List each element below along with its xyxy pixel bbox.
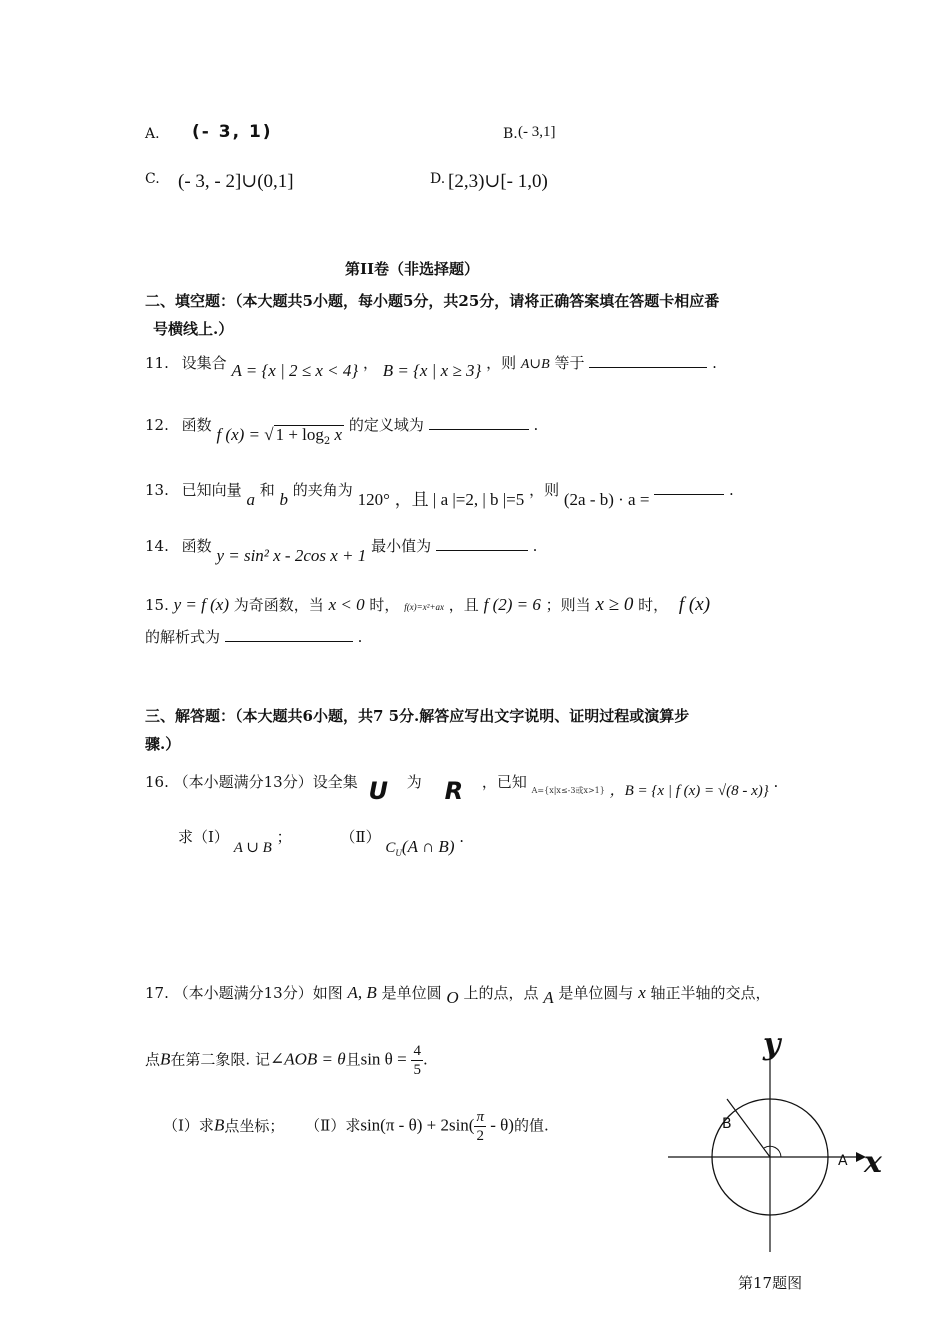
- q12-post: 的定义域为: [348, 416, 424, 434]
- q16-ask1-expr: A ∪ B: [233, 840, 272, 856]
- section2-heading: 二、填空题：（本大题共5小题，每小题5分，共25分，请将正确答案填在答题卡相应番: [145, 292, 720, 310]
- question-14: [145, 535, 538, 565]
- q11-mid: ，则: [486, 354, 517, 372]
- q15-func: y = f (x): [173, 595, 229, 614]
- q15-t3: ，且: [448, 596, 479, 614]
- q14-answer-blank[interactable]: [436, 536, 528, 551]
- q17-l2-pre: 点: [145, 1050, 161, 1069]
- question-12: [145, 414, 539, 447]
- option-d-label: D.: [430, 171, 446, 187]
- fig-a-label: A: [838, 1153, 848, 1169]
- q11-end: .: [712, 354, 717, 372]
- ray-ob: [727, 1099, 770, 1157]
- q17-sin: sin θ =: [360, 1049, 407, 1069]
- q12-pre: 函数: [181, 416, 212, 434]
- q12-number: 12.: [145, 416, 169, 434]
- q17-p2-expr2: - θ): [485, 1115, 514, 1135]
- question-11: [145, 352, 717, 380]
- question-17: [145, 982, 771, 1007]
- q17-p2-expr1: sin(π - θ) + 2sin(: [360, 1115, 475, 1135]
- q15-t2: 时，: [369, 596, 400, 614]
- q13-answer-blank[interactable]: [654, 480, 724, 495]
- q17-p2: （Ⅱ）求: [305, 1116, 361, 1135]
- q16-ask2-rest: (A ∩ B): [401, 837, 455, 856]
- q15-end: .: [357, 628, 363, 646]
- option-d-value: [2,3)∪[- 1,0): [448, 171, 548, 192]
- q16-is: 为: [406, 773, 422, 791]
- unit-circle-figure: [660, 1020, 900, 1260]
- q16-known: ，已知: [481, 773, 527, 791]
- q15-t4: ；则当: [545, 596, 591, 614]
- q16-ask2-end: .: [459, 828, 465, 846]
- option-c-value: (- 3, - 2]∪(0,1]: [178, 171, 294, 192]
- q13-then: ，则: [529, 481, 560, 499]
- q16-semicolon: ；: [276, 828, 292, 846]
- question-17-parts: [163, 1108, 549, 1145]
- q13-number: 13.: [145, 481, 169, 499]
- q13-condition: ，且 | a |=2, | b |=5: [394, 490, 525, 509]
- q15-fx: f (x): [678, 594, 711, 615]
- section3-heading-cont: 骤.）: [145, 735, 181, 753]
- q11-set-a: A = {x | 2 ≤ x < 4}: [231, 361, 359, 380]
- q17-x: x: [638, 983, 646, 1002]
- q12-sqrt: [264, 425, 349, 447]
- q14-expression: y = sin² x - 2cos x + 1: [216, 546, 367, 565]
- q16-real-r: R: [444, 777, 464, 805]
- q12-var: x: [330, 425, 343, 444]
- q15-line2: 的解析式为: [145, 628, 221, 646]
- q14-end: .: [532, 537, 538, 555]
- question-13: [145, 475, 734, 509]
- q16-intro: （本小题满分13分）设全集: [173, 773, 358, 791]
- q17-fraction: [411, 1042, 423, 1079]
- q17-pi: π: [476, 1109, 484, 1125]
- q13-expression: (2a - b) · a =: [563, 490, 650, 509]
- question-15-line2: [145, 626, 362, 647]
- q13-angle: 120°: [357, 490, 390, 509]
- q11-answer-blank[interactable]: [589, 353, 707, 368]
- q17-p2-end: 的值.: [513, 1116, 549, 1135]
- q17-angle: ∠AOB = θ: [269, 1049, 346, 1069]
- q16-universal-u: U: [368, 777, 389, 805]
- q17-frac-num: 4: [413, 1043, 421, 1059]
- q17-p1-b: B: [213, 1115, 225, 1135]
- q17-two: 2: [476, 1128, 484, 1144]
- q14-number: 14.: [145, 537, 169, 555]
- option-a-label: A.: [145, 126, 160, 142]
- q17-l2-t1: 在第二象限. 记: [170, 1050, 270, 1069]
- q17-t4: 轴正半轴的交点，: [650, 984, 771, 1002]
- q16-complement: C: [385, 840, 396, 856]
- q17-intro: （本小题满分13分）如图: [173, 984, 343, 1002]
- q11-pre: 设集合: [181, 354, 227, 372]
- question-16-asks: [178, 826, 465, 858]
- q15-cond3: x ≥ 0: [595, 594, 634, 615]
- q15-answer-blank[interactable]: [225, 627, 353, 642]
- q16-ask2-label: （Ⅱ）: [340, 828, 381, 846]
- q16-ask1-label: 求（Ⅰ）: [178, 828, 229, 846]
- q12-sqrt-body: 1 + log: [275, 425, 324, 444]
- option-c-label: C.: [145, 171, 160, 187]
- q17-points: A, B: [347, 983, 377, 1002]
- sqrt-icon: √: [264, 425, 274, 444]
- q16-set-b: ，B = {x | f (x) = √(8 - x)}: [609, 783, 769, 799]
- q17-p1: （Ⅰ）求: [163, 1116, 214, 1135]
- q12-end: .: [533, 416, 539, 434]
- q12-log-base: 2: [323, 436, 331, 447]
- q16-number: 16.: [145, 773, 169, 791]
- q15-t1: 为奇函数，当: [233, 596, 324, 614]
- volume-title: 第II卷（非选择题）: [345, 260, 480, 278]
- q11-set-b: B = {x | x ≥ 3}: [382, 361, 482, 380]
- q15-number: 15.: [145, 596, 169, 614]
- q13-and: 和: [259, 481, 275, 499]
- option-b-label: B.: [503, 126, 518, 142]
- q17-l2-end: .: [422, 1050, 428, 1069]
- q11-number: 11.: [145, 354, 169, 372]
- q16-complement-sub: U: [395, 848, 402, 858]
- option-b-value: (- 3,1]: [518, 124, 556, 140]
- q15-cond2: f (2) = 6: [483, 595, 541, 614]
- section2-heading-cont: 号横线上.）: [153, 320, 234, 338]
- q14-pre: 函数: [181, 537, 212, 555]
- q13-pre: 已知向量: [181, 481, 242, 499]
- fig-b-label: B: [722, 1116, 732, 1132]
- q17-frac-den: 5: [413, 1062, 421, 1078]
- q17-point-a: A: [543, 988, 554, 1007]
- q16-end: .: [773, 773, 779, 791]
- question-15: [145, 594, 710, 616]
- q13-end: .: [729, 481, 734, 499]
- q12-func: f (x) =: [216, 425, 265, 444]
- question-16: [145, 765, 779, 805]
- q11-comma: ，: [362, 354, 378, 372]
- q12-answer-blank[interactable]: [429, 415, 529, 430]
- q16-set-a-tiny: A={x|x≤-3或x>1}: [531, 786, 605, 795]
- q14-post: 最小值为: [371, 537, 432, 555]
- q17-number: 17.: [145, 984, 169, 1002]
- fig-x-label: x: [864, 1145, 882, 1180]
- figure-caption: 第17题图: [738, 1274, 803, 1292]
- q17-t3: 是单位圆与: [558, 984, 634, 1002]
- fig-y-label: y: [763, 1027, 781, 1062]
- q17-p1-t: 点坐标；: [224, 1116, 285, 1135]
- q13-mid: 的夹角为: [292, 481, 353, 499]
- q13-vector-b: b: [279, 490, 289, 509]
- q13-vector-a: a: [246, 490, 255, 509]
- question-17-line2: [145, 1042, 428, 1079]
- q11-union: A∪B: [520, 357, 550, 372]
- option-a-value: (- 3, 1): [192, 122, 273, 142]
- q17-l2-b: B: [160, 1049, 171, 1069]
- q17-pi-fraction: [474, 1108, 486, 1145]
- q17-t2: 上的点，点: [463, 984, 539, 1002]
- q15-small-expr: f(x)=x²+ax: [404, 602, 445, 612]
- q17-origin: O: [446, 988, 459, 1007]
- q11-post: 等于: [554, 354, 585, 372]
- q17-t1: 是单位圆: [381, 984, 442, 1002]
- q15-cond1: x < 0: [328, 595, 365, 614]
- q15-t5: 时，: [638, 596, 669, 614]
- section3-heading: 三、解答题：（本大题共6小题，共7 5分.解答应写出文字说明、证明过程或演算步: [145, 707, 690, 725]
- q17-l2-t2: 且: [345, 1050, 361, 1069]
